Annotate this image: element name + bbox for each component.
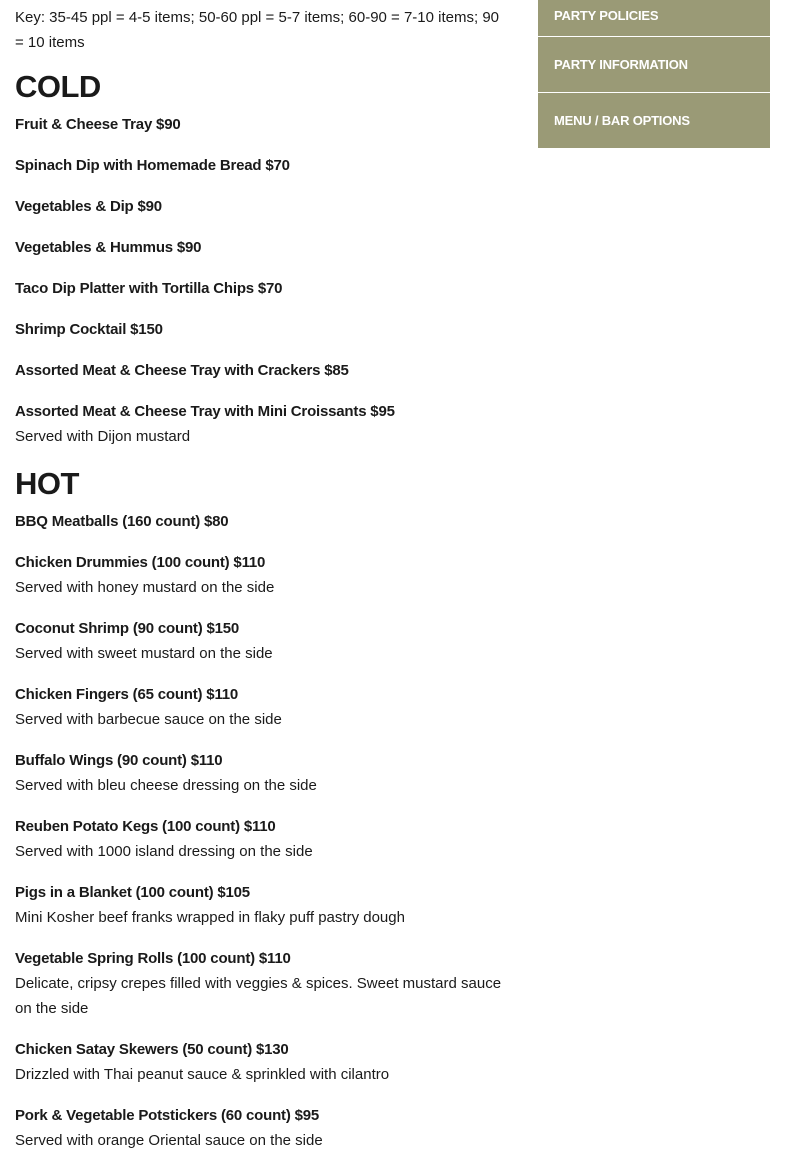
- item-title: Vegetables & Hummus $90: [15, 239, 202, 256]
- item-title: Vegetable Spring Rolls (100 count) $110: [15, 950, 291, 967]
- list-item: [15, 276, 510, 301]
- item-description: Served with orange Oriental sauce on the side: [15, 1132, 323, 1149]
- list-item: [15, 814, 510, 864]
- item-description: Served with Dijon mustard: [15, 428, 191, 445]
- cold-items-list: [15, 112, 510, 449]
- list-item: [15, 194, 510, 219]
- item-description: Delicate, cripsy crepes filled with veggies & spices. Sweet mustard sauce on the side: [15, 975, 502, 1017]
- sidebar-nav: [538, 0, 770, 148]
- item-title: BBQ Meatballs (160 count) $80: [15, 513, 229, 530]
- menu-content: [15, 5, 510, 1169]
- item-description: Served with bleu cheese dressing on the side: [15, 777, 317, 794]
- item-title: Pork & Vegetable Potstickers (60 count) $95: [15, 1107, 320, 1124]
- list-item: [15, 399, 510, 449]
- item-title: Chicken Fingers (65 count) $110: [15, 686, 239, 703]
- menu-bar-options-button[interactable]: MENU / BAR OPTIONS: [538, 92, 770, 148]
- list-item: [15, 616, 510, 666]
- serving-key: Key: 35-45 ppl = 4-5 items; 50-60 ppl = 5-7 items; 60-90 = 7-10 items; 90 = 10 items: [15, 9, 500, 51]
- item-title: Chicken Drummies (100 count) $110: [15, 554, 266, 571]
- item-title: Shrimp Cocktail $150: [15, 321, 163, 338]
- list-item: [15, 550, 510, 600]
- list-item: [15, 682, 510, 732]
- item-description: Served with sweet mustard on the side: [15, 645, 273, 662]
- hot-items-list: [15, 509, 510, 1153]
- list-item: [15, 317, 510, 342]
- list-item: [15, 235, 510, 260]
- item-title: Pigs in a Blanket (100 count) $105: [15, 884, 250, 901]
- list-item: [15, 153, 510, 178]
- list-item: [15, 1103, 510, 1153]
- party-information-button[interactable]: PARTY INFORMATION: [538, 36, 770, 92]
- item-title: Chicken Satay Skewers (50 count) $130: [15, 1041, 289, 1058]
- section-heading-cold: COLD: [15, 69, 101, 104]
- list-item: [15, 358, 510, 383]
- item-title: Assorted Meat & Cheese Tray with Mini Croissants $95: [15, 403, 395, 420]
- list-item: [15, 748, 510, 798]
- list-item: [15, 112, 510, 137]
- item-title: Assorted Meat & Cheese Tray with Crackers $85: [15, 362, 349, 379]
- item-description: Served with honey mustard on the side: [15, 579, 275, 596]
- item-description: Mini Kosher beef franks wrapped in flaky puff pastry dough: [15, 909, 405, 926]
- item-title: Spinach Dip with Homemade Bread $70: [15, 157, 290, 174]
- item-title: Vegetables & Dip $90: [15, 198, 162, 215]
- list-item: [15, 1037, 510, 1087]
- item-description: Served with 1000 island dressing on the side: [15, 843, 313, 860]
- item-description: Served with barbecue sauce on the side: [15, 711, 282, 728]
- item-title: Reuben Potato Kegs (100 count) $110: [15, 818, 276, 835]
- list-item: [15, 946, 510, 1021]
- section-heading-hot: HOT: [15, 466, 79, 501]
- item-title: Taco Dip Platter with Tortilla Chips $70: [15, 280, 283, 297]
- item-title: Buffalo Wings (90 count) $110: [15, 752, 223, 769]
- party-policies-button[interactable]: PARTY POLICIES: [538, 0, 770, 36]
- list-item: [15, 880, 510, 930]
- item-title: Fruit & Cheese Tray $90: [15, 116, 181, 133]
- item-title: Coconut Shrimp (90 count) $150: [15, 620, 240, 637]
- item-description: Drizzled with Thai peanut sauce & sprinkled with cilantro: [15, 1066, 390, 1083]
- list-item: [15, 509, 510, 534]
